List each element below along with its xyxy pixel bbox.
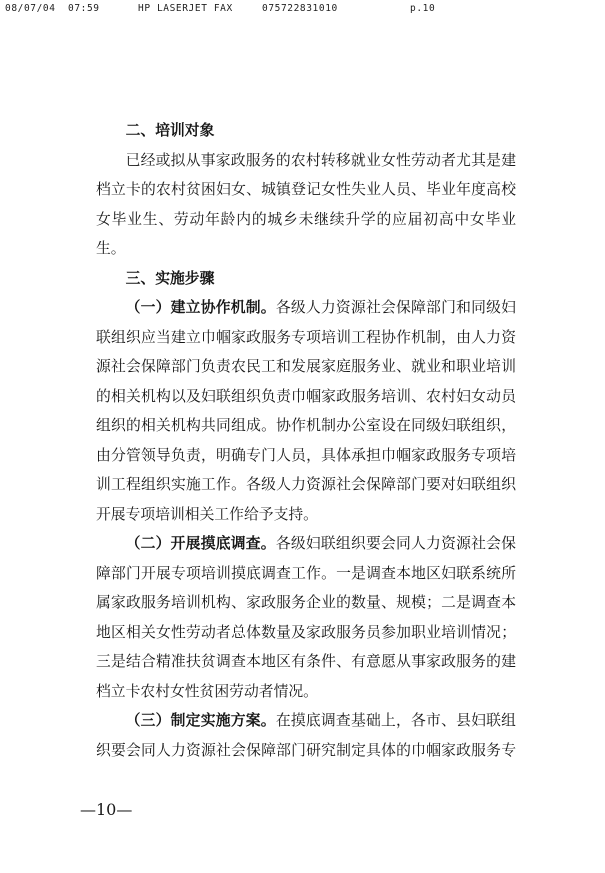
- paragraph-line: 训工程组织实施工作。各级人力资源社会保障部门要对妇联组织: [96, 476, 516, 493]
- paragraph-line: 织要会同人力资源社会保障部门研究制定具体的巾帼家政服务专: [96, 741, 516, 759]
- section-heading-training-targets: 二、培训对象: [125, 122, 215, 139]
- step-2-title: （二）开展摸底调查。: [125, 535, 276, 552]
- step-3-first-line: [96, 706, 516, 736]
- fax-header: [0, 3, 605, 17]
- step-1-title: （一）建立协作机制。: [125, 299, 276, 316]
- paragraph-line: 地区相关女性劳动者总体数量及家政服务员参加职业培训情况；: [96, 623, 516, 641]
- fax-date: 08/07/04: [5, 3, 56, 14]
- section-heading-implementation-steps: 三、实施步骤: [125, 269, 215, 287]
- fax-device-name: HP LASERJET FAX: [138, 3, 233, 14]
- paragraph-line: 开展专项培训相关工作给予支持。: [96, 505, 318, 523]
- paragraph-text: 各级人力资源社会保障部门和同级妇: [275, 299, 516, 316]
- paragraph-line: 由分管领导负责，明确专门人员，具体承担巾帼家政服务专项培: [96, 446, 516, 464]
- fax-time: 07:59: [68, 3, 100, 14]
- paragraph-line: 的相关机构以及妇联组织负责巾帼家政服务培训、农村妇女动员: [96, 387, 516, 405]
- paragraph-line: 三是结合精准扶贫调查本地区有条件、有意愿从事家政服务的建: [96, 653, 516, 670]
- step-3-title: （三）制定实施方案。: [125, 712, 276, 729]
- paragraph-line: 已经或拟从事家政服务的农村转移就业女性劳动者尤其是建: [125, 151, 516, 169]
- step-2-first-line: [96, 529, 516, 559]
- paragraph-text: 在摸底调查基础上，各市、县妇联组: [275, 712, 516, 729]
- step-1-first-line: [96, 293, 516, 323]
- paragraph-line: 女毕业生、劳动年龄内的城乡未继续升学的应届初高中女毕业: [96, 210, 516, 228]
- paragraph-line: 组织的相关机构共同组成。协作机制办公室设在同级妇联组织，: [96, 417, 516, 434]
- paragraph-line: 障部门开展专项培训摸底调查工作。一是调查本地区妇联系统所: [96, 564, 516, 582]
- paragraph-text: 各级妇联组织要会同人力资源社会保: [275, 535, 516, 552]
- page-number: —10—: [80, 800, 133, 819]
- paragraph-line: 属家政服务培训机构、家政服务企业的数量、规模；二是调查本: [96, 594, 516, 611]
- fax-number: 075722831010: [262, 3, 338, 14]
- paragraph-line: 生。: [96, 240, 126, 257]
- paragraph-line: 档立卡的农村贫困妇女、城镇登记女性失业人员、毕业年度高校: [96, 181, 516, 198]
- paragraph-line: 档立卡农村女性贫困劳动者情况。: [96, 682, 318, 700]
- paragraph-line: 联组织应当建立巾帼家政服务专项培训工程协作机制，由人力资: [96, 328, 516, 346]
- document-body: [96, 116, 516, 765]
- paragraph-line: 源社会保障部门负责农民工和发展家庭服务业、就业和职业培训: [96, 358, 516, 375]
- fax-page-indicator: p.10: [410, 3, 436, 14]
